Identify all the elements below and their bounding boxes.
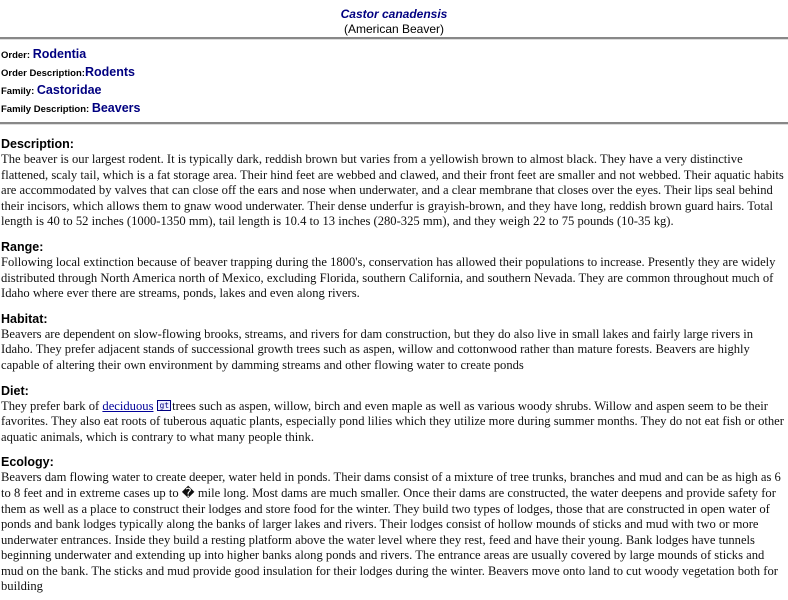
family-description-value: Beavers [91, 101, 141, 115]
common-name: (American Beaver) [343, 22, 445, 36]
range-heading: Range: [1, 239, 44, 254]
diet-text [1, 399, 788, 446]
glossary-term-icon[interactable]: gt [159, 400, 170, 410]
habitat-text: Beavers are dependent on slow-flowing brooks, streams, and rivers for dam construction, but they do also live in small lakes and fairly large rivers in Idaho. They prefer adjacent stands of successional growth trees such as aspen, willow and cottonwood rather than mature forests. Beavers are highly capable of altering their own environment by damming streams and other flowing water to create ponds [1, 326, 754, 372]
scientific-name: Castor canadensis [340, 7, 448, 21]
diet-text-after: trees such as aspen, willow, birch and even maple as well as various woody shrubs. Willow and aspen seem to be their favorites. They also eat roots of tuberous aquatic plants, especially pond lilies which they utilize more during summer months. They do not eat fish or other aquatic animals, which is contrary to what many people think. [1, 398, 784, 444]
ecology-heading: Ecology: [1, 455, 54, 470]
deciduous-link[interactable]: deciduous [102, 398, 154, 413]
family-label: Family: [1, 86, 37, 97]
page-title-block [0, 0, 788, 37]
section-range [0, 240, 788, 302]
order-value: Rodentia [32, 47, 87, 61]
order-description-label: Order Description: [1, 68, 85, 79]
description-heading: Description: [1, 137, 74, 151]
taxonomy-block [0, 40, 788, 122]
family-value: Castoridae [36, 83, 102, 97]
divider-bottom [0, 122, 788, 125]
order-label: Order: [1, 50, 33, 61]
family-description-row [1, 100, 788, 118]
habitat-heading: Habitat: [1, 311, 48, 326]
section-ecology [0, 455, 788, 595]
family-description-label: Family Description: [1, 104, 92, 115]
order-description-value: Rodents [84, 65, 135, 79]
section-description [0, 137, 788, 230]
section-habitat [0, 312, 788, 374]
range-text: Following local extinction because of beaver trapping during the 1800's, conservation has allowed their populations to increase. Presently they are widely distributed through North America north of Mexico, excluding Florida, southern California, and southern Nevada. They are common throughout much of Idaho where ever there are streams, ponds, lakes and even along rivers. [1, 254, 776, 301]
family-row [1, 82, 788, 100]
description-text: The beaver is our largest rodent. It is typically dark, reddish brown but varies from a yellowish brown to almost black. They have a very distinctive flattened, scaly tail, which is a fat storage area. Their hind feet are webbed and clawed, and their front feet are smaller and not webbed. Their aquatic habits are accommodated by valves that can close off the ears and nose when underwater, and a clear membrane that closes over the eyes. Their lips seal behind their incisors, which allows them to gnaw wood underwater. Their dense underfur is grayish-brown, and they have long, reddish brown guard hairs. Total length is 40 to 52 inches (1000-1350 mm), tail length is 10.4 to 13 inches (280-325 mm), and they weigh 22 to 75 pounds (10-35 kg). [1, 152, 784, 229]
section-diet [0, 384, 788, 446]
ecology-text: Beavers dam flowing water to create deeper, water held in ponds. Their dams consist of a mixture of tree trunks, branches and mud and can be as high as 6 to 8 feet and in extreme cases up to � mile long. Most dams are much smaller. Once their dams are constructed, the water deepens and provide safety for them as well as a place to construct their lodges and store food for the winter. They build two types of lodges, those that are constructed in open water of ponds and bank lodges typically along the banks of larger lakes and rivers. Their lodges consist of hollow mounds of sticks and mud with two or more underwater entrances. Inside they build a resting platform above the water level where they rest, feed and have their young. Bank lodges have tunnels beginning underwater and extending up into higher banks along ponds and rivers. The entrance areas are usually covered by large mounds of sticks and mud on the bank. The sticks and mud provide good insulation for their lodges during the winter. Beavers move onto land to cut woody vegetation both for building [1, 470, 781, 594]
diet-text-before: They prefer bark of [1, 398, 103, 413]
order-row [1, 46, 788, 64]
diet-heading: Diet: [1, 383, 29, 398]
order-description-row [1, 64, 788, 82]
